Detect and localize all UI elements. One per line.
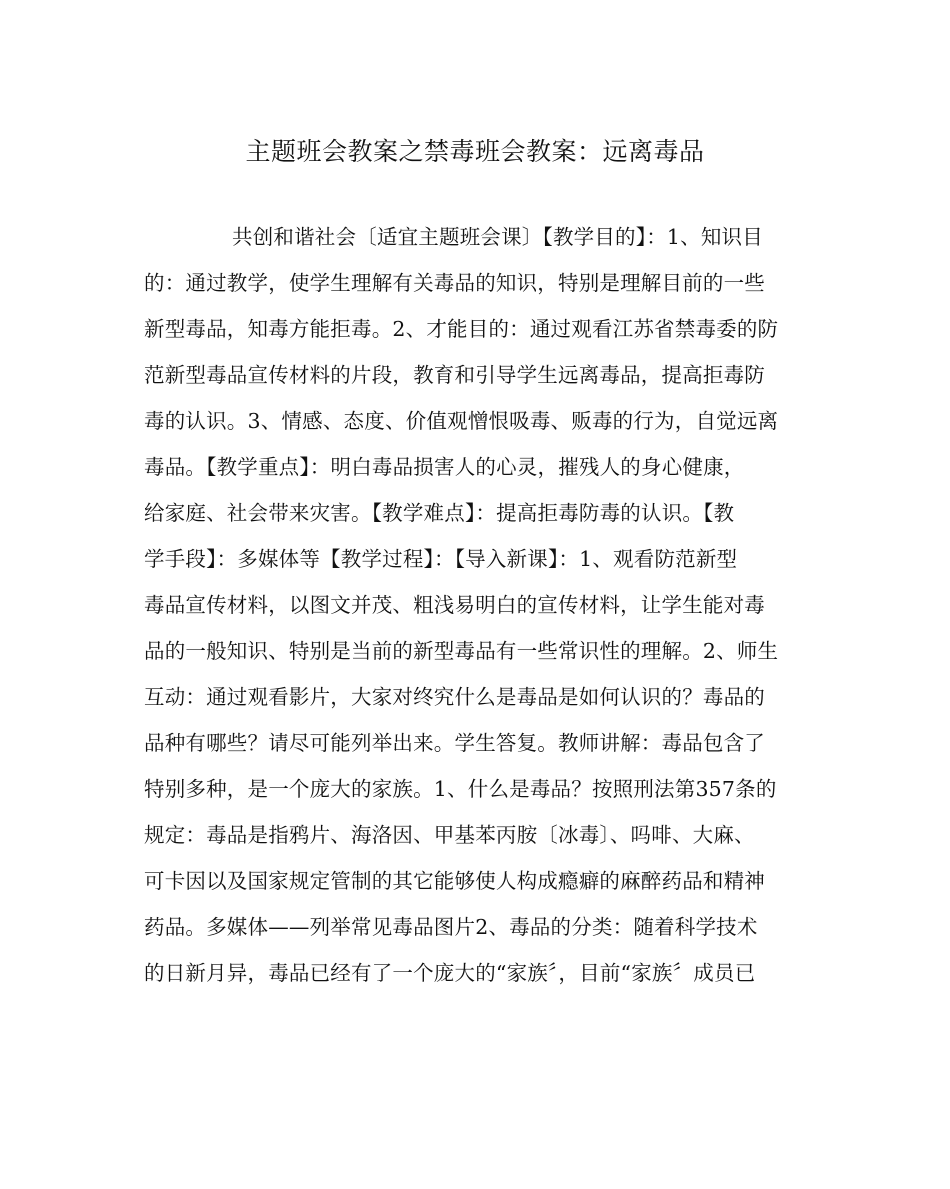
paragraph-line: 毒品宣传材料，以图文并茂、粗浅易明白的宣传材料，让学生能对毒 bbox=[144, 593, 765, 617]
paragraph-line: 毒的认识。3、情感、态度、价值观憎恨吸毒、贩毒的行为，自觉远离 bbox=[144, 409, 779, 433]
paragraph-line: 新型毒品，知毒方能拒毒。2、才能目的：通过观看江苏省禁毒委的防 bbox=[144, 317, 779, 341]
paragraph-line: 特别多种，是一个庞大的家族。1、什么是毒品？按照刑法第357条的 bbox=[144, 777, 777, 801]
paragraph-line: 学手段】：多媒体等【教学过程】：【导入新课】：1、观看防范新型 bbox=[144, 547, 738, 571]
paragraph-line: 给家庭、社会带来灾害。【教学难点】：提高拒毒防毒的认识。【教 bbox=[144, 501, 735, 525]
paragraph-line: 品的一般知识、特别是当前的新型毒品有一些常识性的理解。2、师生 bbox=[144, 639, 779, 663]
paragraph-line: 共创和谐社会〔适宜主题班会课〕【教学目的】：1、知识目 bbox=[232, 225, 763, 249]
paragraph-line: 互动：通过观看影片，大家对终究什么是毒品是如何认识的？毒品的 bbox=[144, 685, 765, 709]
paragraph-line: 品种有哪些？请尽可能列举出来。学生答复。教师讲解：毒品包含了 bbox=[144, 731, 765, 755]
paragraph-line: 规定：毒品是指鸦片、海洛因、甲基苯丙胺〔冰毒〕、吗啡、大麻、 bbox=[144, 823, 755, 847]
document-title: 主题班会教案之禁毒班会教案：远离毒品 bbox=[245, 137, 705, 166]
paragraph-line: 药品。多媒体——列举常见毒品图片2、毒品的分类：随着科学技术 bbox=[144, 915, 758, 939]
paragraph-line: 的日新月异，毒品已经有了一个庞大的“家族〞，目前“家族〞成员已 bbox=[144, 961, 756, 985]
paragraph-line: 范新型毒品宣传材料的片段，教育和引导学生远离毒品，提高拒毒防 bbox=[144, 363, 765, 387]
paragraph-line: 可卡因以及国家规定管制的其它能够使人构成瘾癖的麻醉药品和精神 bbox=[144, 869, 765, 893]
paragraph-line: 的：通过教学，使学生理解有关毒品的知识，特别是理解目前的一些 bbox=[144, 271, 765, 295]
paragraph-line: 毒品。【教学重点】：明白毒品损害人的心灵，摧残人的身心健康， bbox=[144, 455, 745, 479]
